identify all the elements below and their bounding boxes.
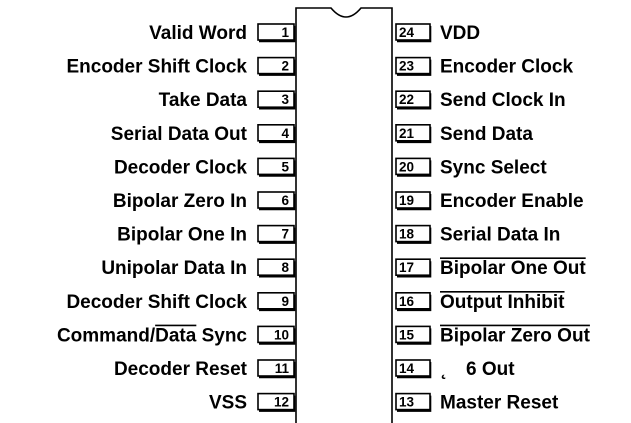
pin-11	[114, 359, 294, 380]
pin-label: Decoder Clock	[113, 157, 247, 179]
pin-12	[209, 393, 294, 414]
pin-label: Master Reset	[440, 392, 559, 414]
pin-number: 22	[399, 92, 415, 108]
pin-number: 16	[399, 293, 415, 309]
pin-22	[396, 90, 566, 111]
pin-number: 24	[399, 25, 415, 40]
pin-number: 4	[281, 125, 289, 141]
pin-number: 3	[281, 92, 289, 108]
pin-label: Serial Data Out	[110, 123, 247, 145]
pin-3	[159, 90, 294, 111]
pin-number: 9	[281, 293, 289, 309]
pin-number: 18	[399, 226, 415, 242]
pin-number: 20	[399, 159, 415, 175]
pin-label: Encoder Enable	[440, 191, 584, 212]
pin-number: 14	[399, 361, 415, 376]
pin-label: Command/Data Sync	[56, 325, 247, 347]
pin-number: 21	[399, 125, 415, 141]
pin-number: 10	[273, 327, 289, 343]
pin-number: 11	[274, 361, 289, 376]
pin-2	[66, 57, 294, 78]
right-pin-column	[396, 23, 591, 414]
pin-label: Encoder Clock	[440, 56, 574, 78]
pin-label: VDD	[440, 23, 481, 44]
pin-9	[66, 292, 294, 313]
pin-number: 13	[399, 394, 415, 410]
pin-label: Valid Word	[149, 23, 247, 44]
pin-number: 17	[399, 260, 415, 276]
pin-17	[396, 258, 586, 279]
pin-number: 1	[281, 25, 289, 40]
pin-label: Bipolar Zero Out	[440, 325, 590, 347]
pin-8	[101, 258, 294, 279]
left-pin-column	[57, 23, 294, 414]
pin-number: 19	[399, 193, 415, 208]
pin-label: Bipolar One In	[117, 224, 247, 246]
pin-label: Send Data	[440, 123, 533, 145]
pin-label: Bipolar Zero In	[112, 191, 247, 212]
pin-number: 2	[281, 58, 289, 74]
pin-number: 7	[281, 226, 289, 242]
pin-5	[114, 157, 294, 178]
pin-16	[396, 292, 565, 313]
pin-4	[111, 124, 294, 145]
pin-number: 15	[399, 327, 415, 343]
pin-label: Unipolar Data In	[101, 258, 247, 280]
pin-label: Serial Data In	[440, 224, 561, 246]
pin-6	[113, 191, 294, 212]
pin-label: Take Data	[158, 90, 247, 112]
pin-label: 6 Out	[466, 359, 515, 380]
pin-label-symbol: ˛	[441, 359, 448, 380]
pin-number: 6	[281, 193, 289, 208]
pin-label: VSS	[208, 392, 247, 414]
pin-number: 5	[281, 159, 289, 175]
pin-label: Decoder Shift Clock	[66, 291, 247, 313]
pin-15	[396, 325, 591, 346]
pin-23	[396, 57, 573, 78]
pin-24	[396, 23, 480, 44]
pin-label: Output Inhibit	[440, 291, 565, 313]
pin-label: Decoder Reset	[113, 359, 247, 380]
pin-21	[396, 124, 533, 145]
pin-13	[396, 393, 559, 414]
pin-label: Bipolar One Out	[440, 258, 586, 280]
pin-label: Encoder Shift Clock	[66, 56, 247, 78]
pin-number: 8	[281, 260, 289, 276]
pin-label: Send Clock In	[440, 90, 566, 112]
pin-number: 12	[273, 394, 289, 410]
chip-body	[296, 8, 392, 423]
pin-label: Sync Select	[440, 157, 547, 179]
pin-7	[117, 225, 294, 246]
pin-18	[396, 225, 560, 246]
pin-14	[396, 359, 515, 380]
pin-1	[149, 23, 294, 44]
pin-20	[396, 157, 547, 178]
pin-number: 23	[399, 58, 415, 74]
pin-10	[57, 325, 294, 346]
pin-19	[396, 191, 584, 212]
